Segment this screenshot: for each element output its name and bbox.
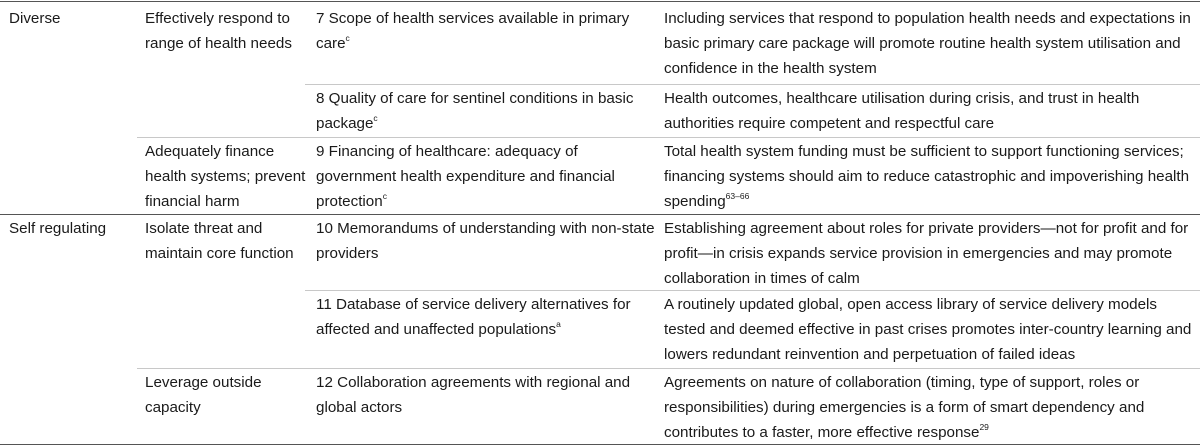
indicator-cell: [316, 6, 656, 56]
objective-cell: Isolate threat and maintain core function: [145, 220, 294, 262]
rationale-cell: Establishing agreement about roles for private providers—not for profit and for profit—in crisis expands service provision in emergencies and may promote collaboration in times of calm: [664, 220, 1189, 287]
indicator-text: 9 Financing of healthcare: adequacy of government health expenditure and financial protection: [316, 143, 615, 210]
objective-cell: Adequately finance health systems; prevent financial harm: [145, 143, 306, 210]
indicator-cell: [316, 139, 656, 214]
rationale-cell: Health outcomes, healthcare utilisation during crisis, and trust in health authorities require competent and respectful care: [664, 90, 1140, 132]
objective-cell: Leverage outside capacity: [145, 374, 262, 416]
row-divider: [305, 84, 1200, 85]
table-top-rule: [0, 1, 1200, 2]
rationale-cell: Including services that respond to population health needs and expectations in basic primary care package will promote routine health system utilisation and confidence in the health system: [664, 10, 1191, 77]
reference-marker: 29: [979, 421, 989, 432]
rationale-cell: [664, 370, 1194, 445]
rationale-cell: A routinely updated global, open access library of service delivery models tested and deemed effective in past crises promotes inter-country learning and lowers redundant reinvention and perpetuation of failed ideas: [664, 296, 1192, 363]
rationale-cell: [664, 139, 1194, 214]
reference-marker: 63–66: [725, 190, 750, 201]
domain-cell: Self regulating: [9, 220, 107, 237]
rationale-text: Agreements on nature of collaboration (timing, type of support, roles or responsibilities) during emergencies is a form of smart dependency and contributes to a faster, more effective response: [664, 374, 1145, 441]
indicator-text: 7 Scope of health services available in primary care: [316, 10, 630, 52]
footnote-marker: a: [556, 318, 561, 329]
objective-cell: Effectively respond to range of health needs: [145, 10, 292, 52]
row-divider: [137, 368, 1200, 369]
row-divider: [137, 137, 1200, 138]
footnote-marker: c: [382, 190, 387, 201]
indicator-text: 11 Database of service delivery alternatives for affected and unaffected populations: [316, 296, 631, 338]
indicator-cell: [316, 86, 656, 136]
indicator-cell: 12 Collaboration agreements with regional and global actors: [316, 374, 631, 416]
footnote-marker: c: [345, 32, 350, 43]
domain-cell: Diverse: [9, 10, 61, 27]
rationale-text: Total health system funding must be sufficient to support functioning services; financing systems should aim to reduce catastrophic and impoverishing health spending: [664, 143, 1190, 210]
footnote-marker: c: [373, 112, 378, 123]
indicator-text: 8 Quality of care for sentinel conditions in basic package: [316, 90, 634, 132]
indicator-cell: 10 Memorandums of understanding with non-state providers: [316, 220, 655, 262]
domain-divider: [0, 214, 1200, 215]
indicator-cell: [316, 292, 656, 342]
